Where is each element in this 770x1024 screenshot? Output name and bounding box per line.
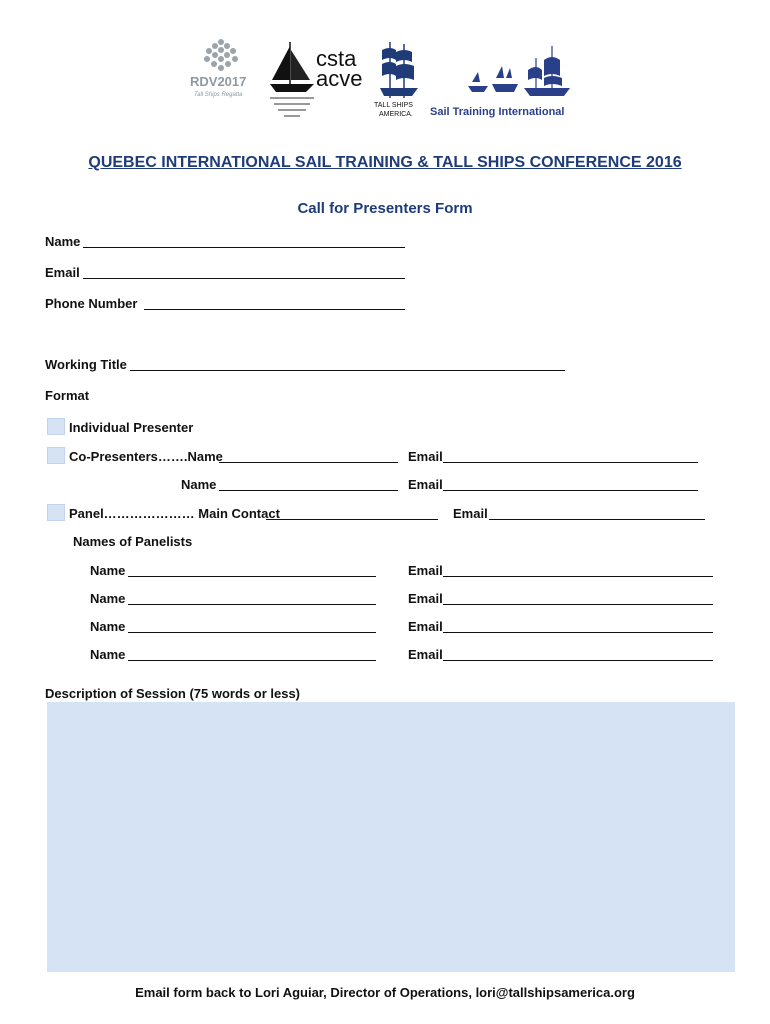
panel-main-contact-field[interactable] <box>266 519 438 520</box>
logo-rdv2017 <box>188 36 254 122</box>
co-presenter-name-field-2[interactable] <box>219 490 398 491</box>
logo-tall-ships-america <box>372 40 424 122</box>
panelists-label: Names of Panelists <box>73 534 193 549</box>
rdv-name: RDV2017 <box>190 74 247 89</box>
csta-line2: acve <box>316 66 363 91</box>
panelist-name-label-2: Name <box>90 591 126 606</box>
panelist-email-label-1: Email <box>408 563 443 578</box>
panelist-email-label-4: Email <box>408 647 443 662</box>
form-subtitle: Call for Presenters Form <box>297 200 473 217</box>
co-presenter-name-label-2: Name <box>181 477 217 492</box>
footer-instructions: Email form back to Lori Aguiar, Director of Operations, lori@tallshipsamerica.org <box>135 985 635 1000</box>
email-label: Email <box>45 265 80 280</box>
format-label: Format <box>45 388 90 403</box>
individual-presenter-label: Individual Presenter <box>69 420 194 435</box>
tsa-line1: TALL SHIPS <box>374 102 413 109</box>
panelist-email-field-3[interactable] <box>443 632 713 633</box>
panelist-name-label-1: Name <box>90 563 126 578</box>
panelist-email-field-4[interactable] <box>443 660 713 661</box>
panelist-email-field-1[interactable] <box>443 576 713 577</box>
name-field[interactable] <box>83 247 405 248</box>
panelist-email-field-2[interactable] <box>443 604 713 605</box>
working-title-field[interactable] <box>130 370 565 371</box>
logo-csta <box>266 40 362 122</box>
co-presenter-email-field-1[interactable] <box>443 462 698 463</box>
panel-email-field[interactable] <box>489 519 705 520</box>
panelist-email-label-3: Email <box>408 619 443 634</box>
sti-name: Sail Training International <box>430 106 565 118</box>
rdv-tagline: Tall Ships Regatta <box>194 92 243 98</box>
panelist-name-field-1[interactable] <box>128 576 376 577</box>
description-textarea[interactable] <box>47 702 735 972</box>
panelist-name-label-3: Name <box>90 619 126 634</box>
co-presenter-email-label-1: Email <box>408 449 443 464</box>
name-label: Name <box>45 234 81 249</box>
working-title-label: Working Title <box>45 357 127 372</box>
co-presenter-email-field-2[interactable] <box>443 490 698 491</box>
tsa-line2: AMERICA. <box>379 111 413 118</box>
phone-label: Phone Number <box>45 296 138 311</box>
logo-sail-training-international <box>428 42 576 122</box>
panel-email-label: Email <box>453 506 488 521</box>
panelist-name-field-2[interactable] <box>128 604 376 605</box>
co-presenters-checkbox[interactable] <box>47 447 65 464</box>
phone-field[interactable] <box>144 309 405 310</box>
panelist-name-field-4[interactable] <box>128 660 376 661</box>
email-field[interactable] <box>83 278 405 279</box>
individual-presenter-checkbox[interactable] <box>47 418 65 435</box>
csta-line1: csta <box>316 46 357 71</box>
panelist-email-label-2: Email <box>408 591 443 606</box>
panelist-name-label-4: Name <box>90 647 126 662</box>
panelist-name-field-3[interactable] <box>128 632 376 633</box>
co-presenter-email-label-2: Email <box>408 477 443 492</box>
co-presenters-label: Co-Presenters…….Name <box>69 449 223 464</box>
panel-checkbox[interactable] <box>47 504 65 521</box>
page-title: QUEBEC INTERNATIONAL SAIL TRAINING & TALL SHIPS CONFERENCE 2016 <box>88 154 682 171</box>
panel-label: Panel………………… Main Contact <box>69 506 280 521</box>
co-presenter-name-field-1[interactable] <box>219 462 398 463</box>
description-label: Description of Session (75 words or less) <box>45 686 301 701</box>
